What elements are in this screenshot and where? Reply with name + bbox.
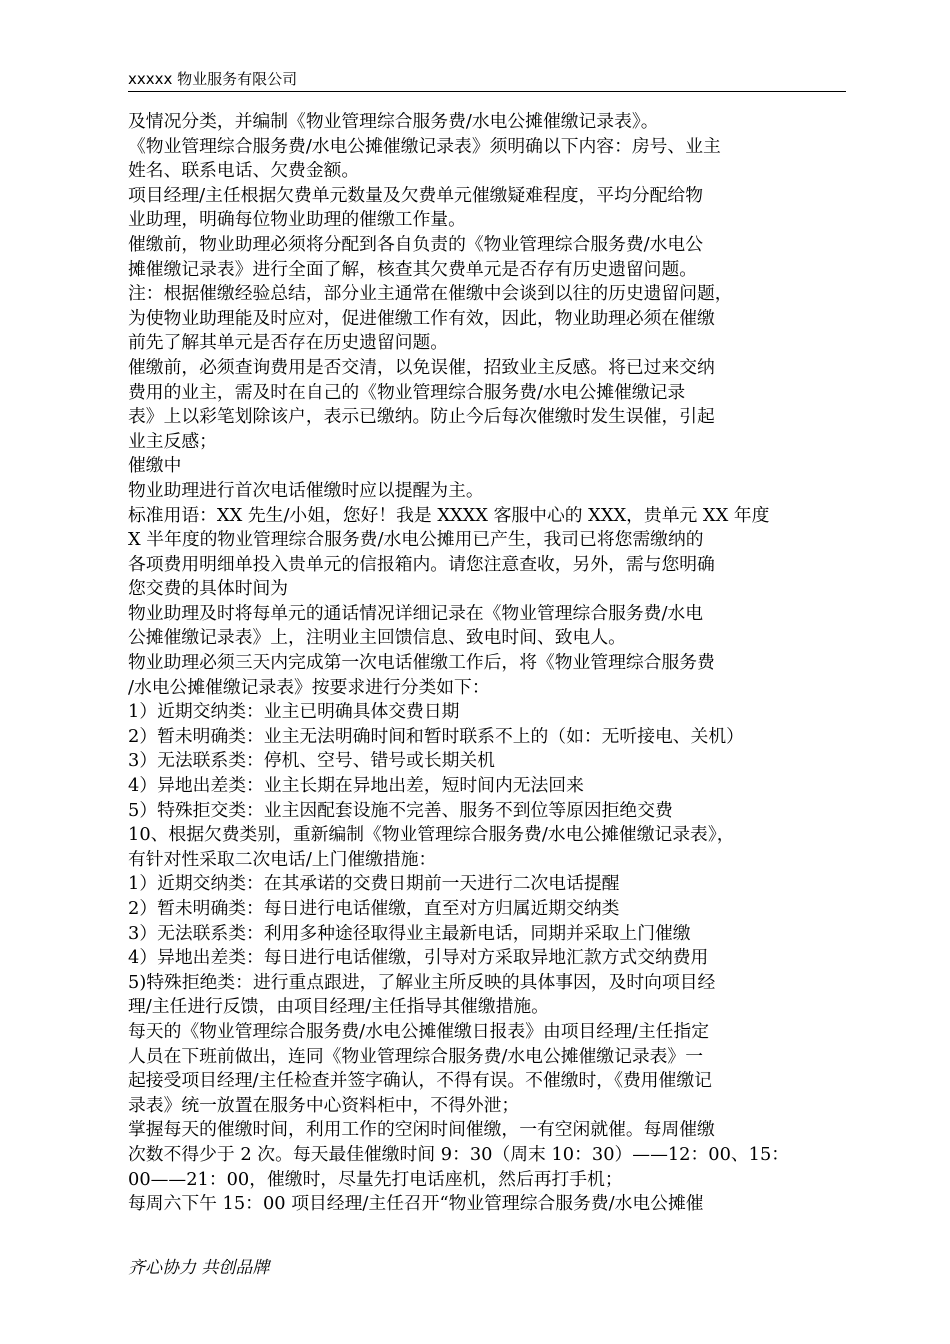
text-line: 业主反感；: [128, 430, 217, 452]
text-line: X 半年度的物业管理综合服务费/水电公摊用已产生，我司已将您需缴纳的: [128, 529, 704, 551]
text-line: 物业助理及时将每单元的通话情况详细记录在《物业管理综合服务费/水电: [128, 602, 703, 624]
text-line: 5）特殊拒交类：业主因配套设施不完善、服务不到位等原因拒绝交费: [128, 799, 673, 821]
text-line: 标准用语：XX 先生/小姐，您好！我是 XXXX 客服中心的 XXX，贵单元 XX 年度: [128, 504, 770, 526]
text-line: 《物业管理综合服务费/水电公摊催缴记录表》须明确以下内容：房号、业主: [128, 135, 721, 157]
text-line: 1）近期交纳类：在其承诺的交费日期前一天进行二次电话提醒: [128, 873, 620, 895]
text-line: 4）异地出差类：业主长期在异地出差，短时间内无法回来: [128, 775, 584, 797]
text-line: 业助理，明确每位物业助理的催缴工作量。: [128, 209, 466, 231]
text-line: 及情况分类，并编制《物业管理综合服务费/水电公摊催缴记录表》。: [128, 111, 659, 132]
text-line: 理/主任进行反馈，由项目经理/主任指导其催缴措施。: [128, 996, 549, 1018]
text-line: 每天的《物业管理综合服务费/水电公摊催缴日报表》由项目经理/主任指定: [128, 1020, 709, 1042]
text-line: 公摊催缴记录表》上，注明业主回馈信息、致电时间、致电人。: [128, 627, 626, 649]
text-line: 表》上以彩笔划除该户，表示已缴纳。防止今后每次催缴时发生误催，引起: [128, 406, 715, 428]
text-line: 10、根据欠费类别，重新编制《物业管理综合服务费/水电公摊催缴记录表》，: [128, 824, 735, 846]
text-line: /水电公摊催缴记录表》按要求进行分类如下：: [128, 676, 490, 698]
text-line: 次数不得少于 2 次。每天最佳催缴时间 9：30（周末 10：30）——12：00、15：: [128, 1143, 790, 1165]
text-line: 每周六下午 15：00 项目经理/主任召开“物业管理综合服务费/水电公摊催: [128, 1193, 704, 1215]
text-line: 姓名、联系电话、欠费金额。: [128, 160, 360, 182]
text-line: 您交费的具体时间为: [128, 578, 289, 600]
text-line: 费用的业主，需及时在自己的《物业管理综合服务费/水电公摊催缴记录: [128, 381, 686, 403]
footer-slogan: 齐心协力 共创品牌: [128, 1258, 270, 1278]
text-line: 物业助理进行首次电话催缴时应以提醒为主。: [128, 479, 484, 501]
text-line: 物业助理必须三天内完成第一次电话催缴工作后，将《物业管理综合服务费: [128, 652, 715, 674]
text-line: 摊催缴记录表》进行全面了解，核查其欠费单元是否存有历史遗留问题。: [128, 258, 698, 280]
text-line: 起接受项目经理/主任检查并签字确认，不得有误。不催缴时，《费用催缴记: [128, 1070, 712, 1092]
text-line: 2）暂未明确类：业主无法明确时间和暂时联系不上的（如：无听接电、关机）: [128, 725, 744, 747]
text-line: 5)特殊拒绝类：进行重点跟进，了解业主所反映的具体事因，及时向项目经: [128, 971, 716, 993]
document-body: [128, 110, 850, 1217]
text-line: 各项费用明细单投入贵单元的信报箱内。请您注意查收，另外，需与您明确: [128, 553, 715, 575]
text-line: 3）无法联系类：利用多种途径取得业主最新电话，同期并采取上门催缴: [128, 922, 691, 944]
page-footer: [128, 1257, 269, 1279]
company-name: xxxxx 物业服务有限公司: [128, 70, 298, 88]
page-header: [128, 69, 846, 92]
text-line: 催缴前，物业助理必须将分配到各自负责的《物业管理综合服务费/水电公: [128, 233, 703, 255]
text-line: 00——21：00，催缴时，尽量先打电话座机，然后再打手机；: [128, 1168, 623, 1190]
text-line: 掌握每天的催缴时间，利用工作的空闲时间催缴，一有空闲就催。每周催缴: [128, 1119, 715, 1141]
text-line: 催缴前，必须查询费用是否交清，以免误催，招致业主反感。将已过来交纳: [128, 356, 715, 378]
text-line: 4）异地出差类：每日进行电话催缴，引导对方采取异地汇款方式交纳费用: [128, 947, 709, 969]
text-line: 3）无法联系类：停机、空号、错号或长期关机: [128, 750, 495, 772]
text-line: 前先了解其单元是否存在历史遗留问题。: [128, 332, 449, 354]
text-line: 有针对性采取二次电话/上门催缴措施：: [128, 848, 437, 870]
text-line: 2）暂未明确类：每日进行电话催缴，直至对方归属近期交纳类: [128, 898, 620, 919]
text-line: 注：根据催缴经验总结，部分业主通常在催缴中会谈到以往的历史遗留问题，: [128, 283, 733, 305]
text-line: 项目经理/主任根据欠费单元数量及欠费单元催缴疑难程度，平均分配给物: [128, 184, 703, 206]
text-line: 1）近期交纳类：业主已明确具体交费日期: [128, 701, 460, 723]
text-line: 为使物业助理能及时应对，促进催缴工作有效，因此，物业助理必须在催缴: [128, 307, 715, 329]
text-line: 人员在下班前做出，连同《物业管理综合服务费/水电公摊催缴记录表》一: [128, 1045, 703, 1067]
text-line: 催缴中: [128, 455, 182, 477]
text-line: 录表》统一放置在服务中心资料柜中，不得外泄；: [128, 1094, 520, 1116]
